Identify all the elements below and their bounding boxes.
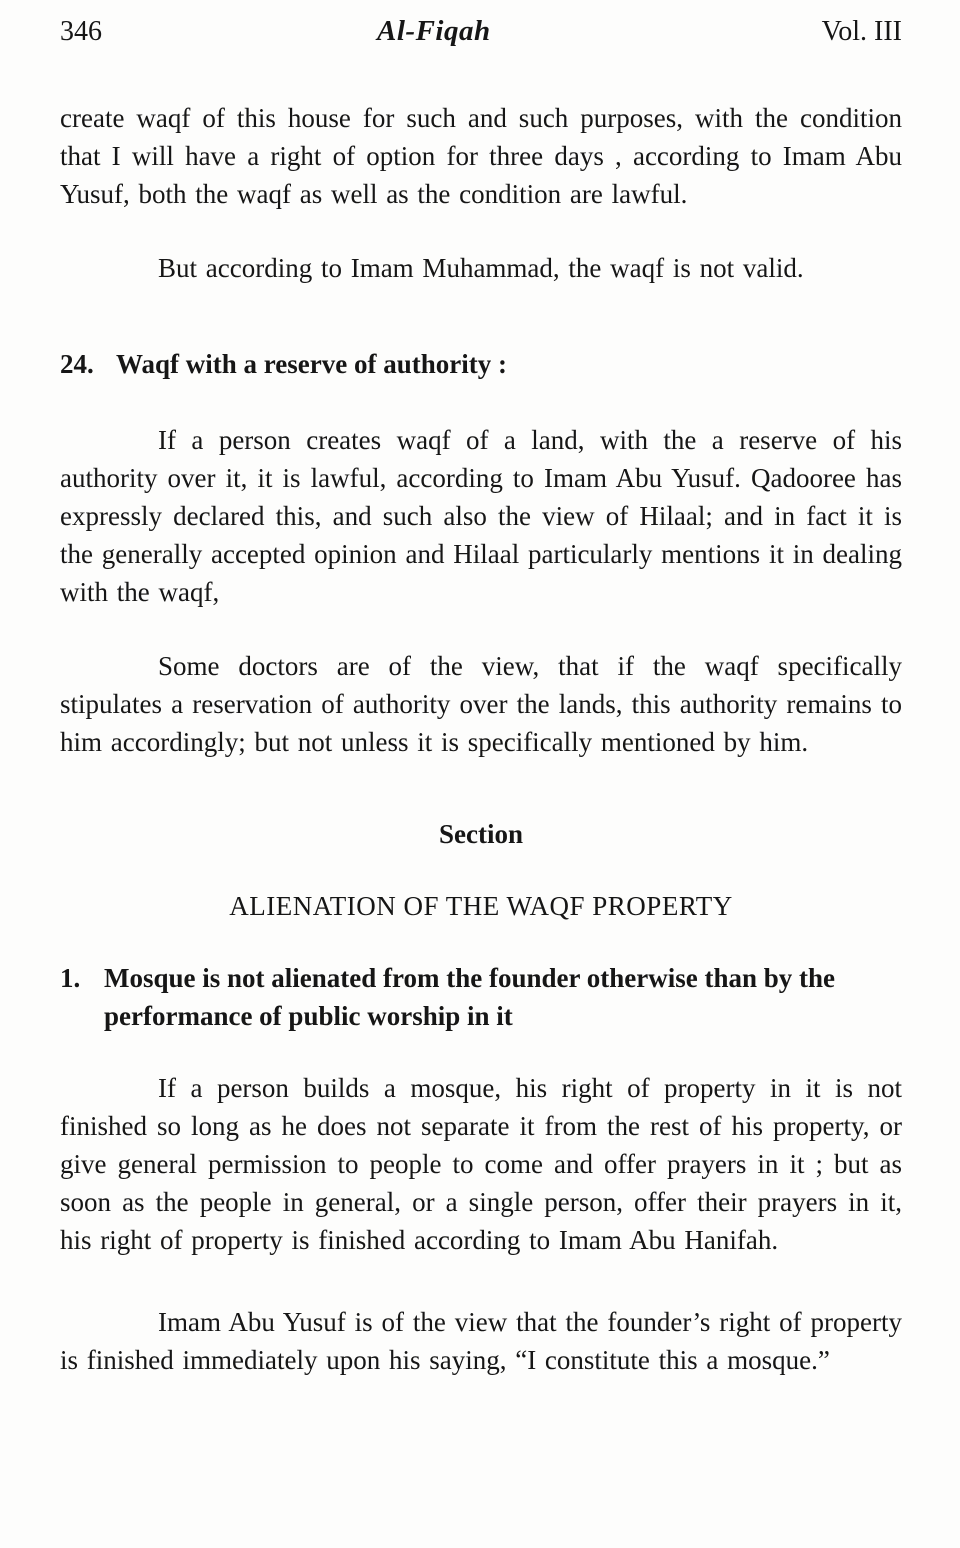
book-title: Al-Fiqah [377,15,491,47]
paragraph-abu-yusuf-view: Imam Abu Yusuf is of the view that the founder’s right of property is finished immediately upon his saying, “I constitute this a mosque.” [60,1307,902,1375]
paragraph-but-according: But according to Imam Muhammad, the waqf is not valid. [158,253,804,283]
paragraph-some-doctors: Some doctors are of the view, that if the waqf specifically stipulates a reservation of authority over the lands, this authority remains to him accordingly; but not unless it is specifically mentioned by him. [60,651,902,757]
heading-24-text: Waqf with a reserve of authority : [116,349,507,379]
heading-1-number: 1. [60,963,81,993]
heading-1-mosque-alienation [60,959,902,1035]
paragraph-builds-mosque: If a person builds a mosque, his right of property in it is not finished so long as he does not separate it from the rest of his property, or give general permission to people to come and offer prayers in it ; but as soon as the people in general, or a single person, offer their prayers in it, his right of property is finished according to Imam Abu Hanifah. [60,1073,902,1255]
paragraph-person-creates: If a person creates waqf of a land, with the a reserve of his authority over it, it is lawful, according to Imam Abu Yusuf. Qadooree has expressly declared this, and such also the view of Hilaal; and in fact it is the generally accepted opinion and Hilaal particularly mentions it in dealing with the waqf, [60,425,902,607]
heading-24-waqf-reserve [60,345,902,383]
heading-1-text: Mosque is not alienated from the founder otherwise than by the performance of public worship in it [104,963,836,1031]
page-header [60,12,902,51]
volume-label: Vol. III [821,16,902,47]
paragraph-continuation: create waqf of this house for such and such purposes, with the condition that I will have a right of option for three days , according to Imam Abu Yusuf, both the waqf as well as the condition are lawful. [60,103,902,209]
section-label: Section [439,819,523,849]
heading-24-number: 24. [60,349,94,379]
section-title: ALIENATION OF THE WAQF PROPERTY [229,891,733,921]
page-number: 346 [60,16,102,47]
